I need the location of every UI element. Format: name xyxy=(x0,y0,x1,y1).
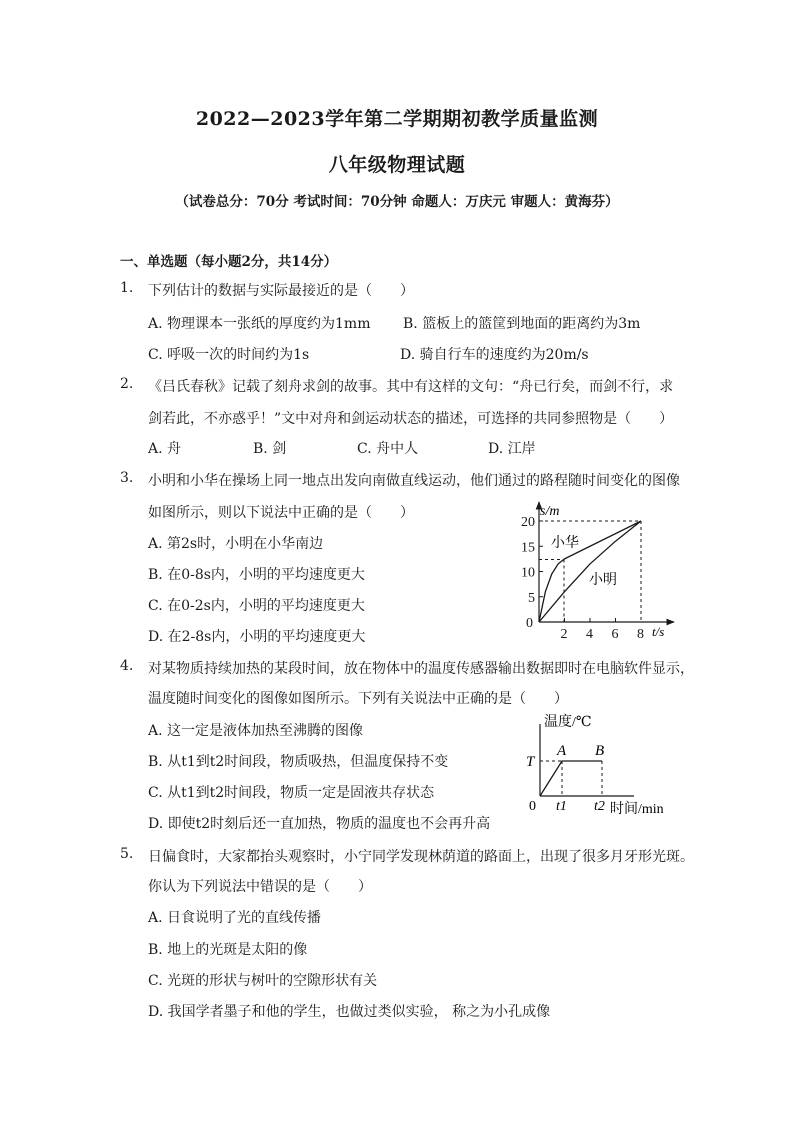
option-c: C. 舟中人 xyxy=(357,441,419,457)
x-tick-label: 4 xyxy=(586,627,593,642)
y-tick-label: 5 xyxy=(528,590,535,606)
option-c: C. 从t1到t2时间段，物质一定是固液共存状态 xyxy=(148,785,435,801)
y-tick-label: 15 xyxy=(521,540,535,556)
option-a: A. 物理课本一张纸的厚度约为1mm xyxy=(148,316,371,332)
option-d: D. 骑自行车的速度约为20m/s xyxy=(400,347,589,363)
option-a: A. 日食说明了光的直线传播 xyxy=(148,910,322,926)
option-c: C. 呼吸一次的时间约为1s xyxy=(148,347,310,363)
option-a: A. 舟 xyxy=(148,441,182,457)
t-level-label: T xyxy=(526,754,535,770)
y-tick-label: 20 xyxy=(521,515,535,530)
question-number: 3. xyxy=(120,470,134,486)
option-c: C. 在0-2s内，小明的平均速度更大 xyxy=(148,598,365,614)
question-stem: 《吕氏春秋》记载了刻舟求剑的故事。其中有这样的文句：“舟已行矣，而剑不行，求 xyxy=(148,379,674,395)
exam-title: 2022—2023学年第二学期期初教学质量监测 xyxy=(195,108,599,130)
x-tick-label: 2 xyxy=(560,627,568,642)
t1-label: t1 xyxy=(556,799,567,814)
question-number: 2. xyxy=(120,376,134,392)
t2-label: t2 xyxy=(594,799,605,814)
option-b: B. 剑 xyxy=(253,441,287,457)
option-a: A. 第2s时，小明在小华南边 xyxy=(148,536,324,552)
question-stem: 如图所示，则以下说法中正确的是（ ） xyxy=(148,505,414,521)
option-d: D. 即使t2时刻后还一直加热，物质的温度也不会再升高 xyxy=(148,816,491,832)
y-axis-label: s/m xyxy=(540,504,560,519)
x-tick-label: 0 xyxy=(526,616,533,631)
exam-meta: （试卷总分：70分 考试时间：70分钟 命题人：万庆元 审题人：黄海芬） xyxy=(175,194,619,210)
option-c: C. 光斑的形状与树叶的空隙形状有关 xyxy=(148,973,378,989)
question-number: 4. xyxy=(120,658,134,674)
question-stem: 日偏食时，大家都抬头观察时，小宁同学发现林荫道的路面上，出现了很多月牙形光斑。 xyxy=(148,849,694,865)
option-a: A. 这一定是液体加热至沸腾的图像 xyxy=(148,723,364,739)
option-b: B. 在0-8s内，小明的平均速度更大 xyxy=(148,567,365,583)
option-b: B. 从t1到t2时间段，物质吸热，但温度保持不变 xyxy=(148,754,449,770)
question-stem: 剑若此，不亦惑乎！”文中对舟和剑运动状态的描述，可选择的共同参照物是（ ） xyxy=(148,411,674,427)
x-tick-label: 8 xyxy=(637,627,644,642)
x-axis-label: 时间/min xyxy=(610,802,664,814)
question-stem: 下列估计的数据与实际最接近的是（ ） xyxy=(148,283,414,299)
temperature-curve xyxy=(540,761,602,796)
series-label-xiaoming: 小明 xyxy=(589,573,617,588)
x-axis-label: t/s xyxy=(652,624,665,639)
exam-subtitle: 八年级物理试题 xyxy=(328,154,466,176)
option-d: D. 我国学者墨子和他的学生，也做过类似实验， 称之为小孔成像 xyxy=(148,1004,551,1020)
question-stem: 对某物质持续加热的某段时间，放在物体中的温度传感器输出数据即时在电脑软件显示， xyxy=(148,661,694,677)
option-d: D. 在2-8s内，小明的平均速度更大 xyxy=(148,629,366,645)
option-b: B. 地上的光斑是太阳的像 xyxy=(148,942,308,958)
x-tick-label: 6 xyxy=(611,627,619,642)
section-heading: 一、单选题（每小题2分，共14分） xyxy=(120,254,338,270)
question-stem: 温度随时间变化的图像如图所示。下列有关说法中正确的是（ ） xyxy=(148,691,568,707)
y-tick-label: 10 xyxy=(521,565,535,581)
temperature-time-graph xyxy=(518,706,686,814)
series-label-xiaohua: 小华 xyxy=(551,536,579,551)
origin-label: 0 xyxy=(529,799,536,814)
question-stem: 你认为下列说法中错误的是（ ） xyxy=(148,879,372,895)
question-stem: 小明和小华在操场上同一地点出发向南做直线运动，他们通过的路程随时间变化的图像 xyxy=(148,473,680,489)
question-number: 5. xyxy=(120,846,134,862)
question-number: 1. xyxy=(120,280,134,296)
point-a-label: A xyxy=(557,743,567,759)
y-axis-label: 温度/℃ xyxy=(544,715,592,730)
distance-time-graph xyxy=(500,496,690,646)
option-d: D. 江岸 xyxy=(488,441,536,457)
option-b: B. 篮板上的篮筐到地面的距离约为3m xyxy=(403,316,641,332)
point-b-label: B xyxy=(595,743,605,759)
